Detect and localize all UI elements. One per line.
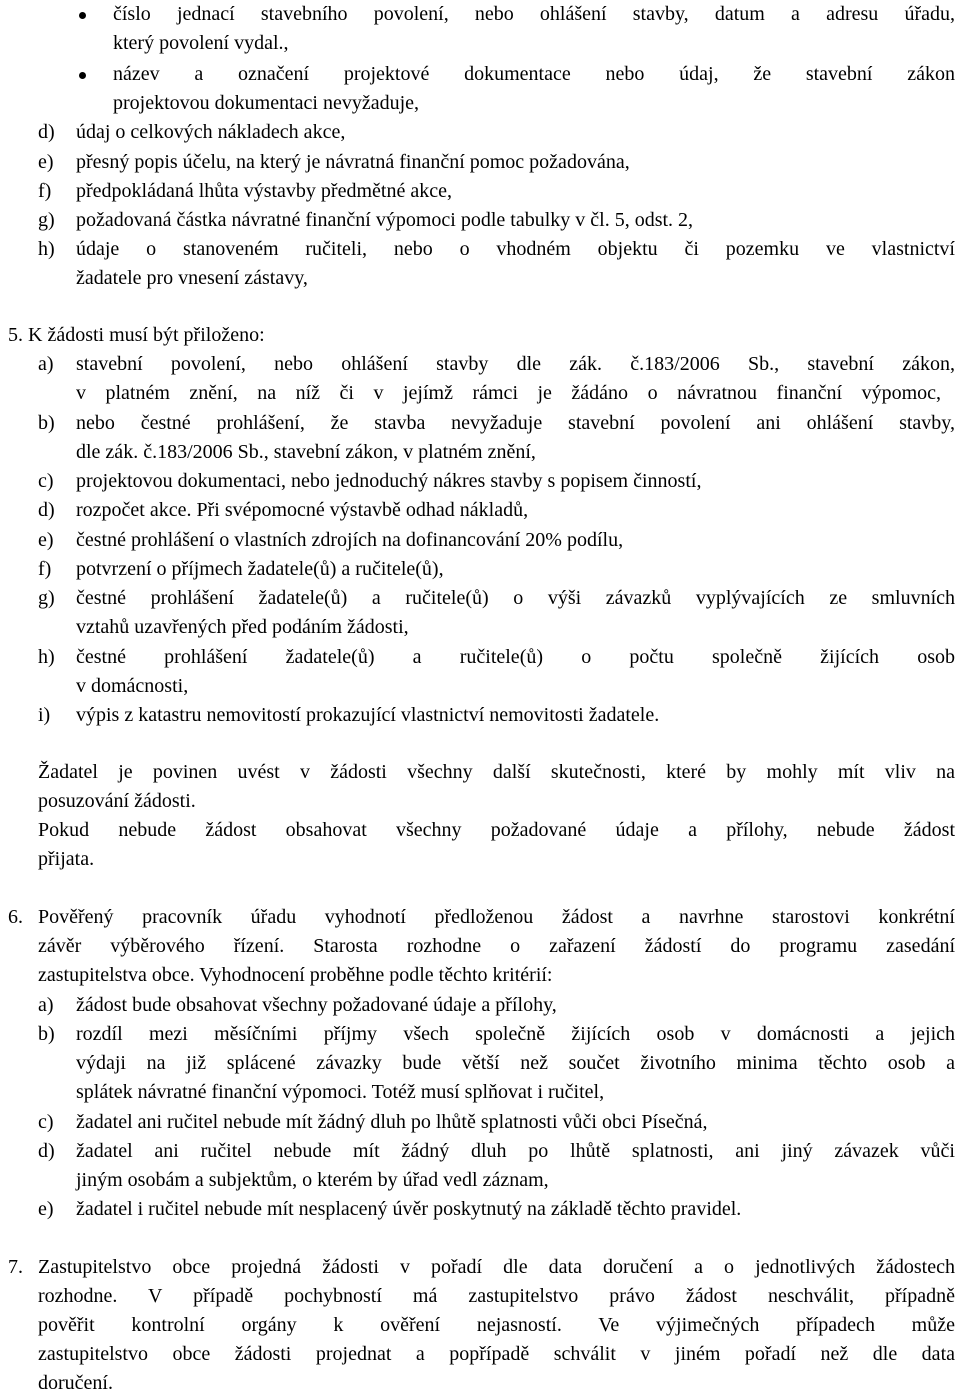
paragraph-line: Pokud nebude žádost obsahovat všechny požadované údaje a přílohy, nebude žádost bbox=[38, 819, 955, 841]
section-6-line: Pověřený pracovník úřadu vyhodnotí předloženou žádost a navrhne starostovi konkrétní bbox=[38, 906, 955, 928]
item-label: e) bbox=[38, 1198, 54, 1220]
section-5-heading: 5. K žádosti musí být přiloženo: bbox=[8, 324, 265, 346]
item-text: rozdíl mezi měsíčními příjmy všech společně žijících osob v domácnosti a jejich bbox=[76, 1023, 955, 1045]
item-text: předpokládaná lhůta výstavby předmětné akce, bbox=[76, 180, 452, 202]
item-text: žadatel ani ručitel nebude mít žádný dluh po lhůtě splatnosti, ani jiný závazek vůči bbox=[76, 1140, 955, 1162]
item-text: výdaji na již splácené závazky bude větší než součet životního minima těchto osob a bbox=[76, 1052, 955, 1074]
item-label: i) bbox=[38, 704, 51, 726]
item-text: rozpočet akce. Při svépomocné výstavbě odhad nákladů, bbox=[76, 499, 529, 521]
bullet-2-line-2: projektovou dokumentaci nevyžaduje, bbox=[113, 92, 420, 114]
item-text: žádost bude obsahovat všechny požadované údaje a přílohy, bbox=[76, 994, 557, 1016]
item-text: čestné prohlášení žadatele(ů) a ručitele(ů) o počtu společně žijících osob bbox=[76, 646, 955, 668]
item-text: jiným osobám a subjektům, o kterém by úřad vedl záznam, bbox=[76, 1169, 549, 1191]
item-label: c) bbox=[38, 470, 54, 492]
item-text: žadatel i ručitel nebude mít nesplacený úvěr poskytnutý na základě těchto pravidel. bbox=[76, 1198, 742, 1220]
section-7-line: zastupitelstvo obce žádosti projednat a popřípadě schválit v jiném pořadí než dle data bbox=[38, 1343, 955, 1365]
item-text: přesný popis účelu, na který je návratná finanční pomoc požadována, bbox=[76, 151, 630, 173]
item-text: v domácnosti, bbox=[76, 675, 189, 697]
item-label: h) bbox=[38, 646, 55, 668]
section-6-line: závěr výběrového řízení. Starosta rozhodne o zařazení žádostí do programu zasedání bbox=[38, 935, 955, 957]
item-text: vztahů uzavřených před podáním žádosti, bbox=[76, 616, 409, 638]
item-text: splátek návratné finanční výpomoci. Totéž musí splňovat i ručitel, bbox=[76, 1081, 605, 1103]
item-label: d) bbox=[38, 121, 55, 143]
paragraph-line: Žadatel je povinen uvést v žádosti všechny další skutečnosti, které by mohly mít vliv na bbox=[38, 761, 955, 783]
bullet-2-line-1: název a označení projektové dokumentace nebo údaj, že stavební zákon bbox=[113, 63, 955, 85]
item-text: čestné prohlášení o vlastních zdrojích na dofinancování 20% podílu, bbox=[76, 529, 624, 551]
section-6-line: zastupitelstva obce. Vyhodnocení proběhne podle těchto kritérií: bbox=[38, 964, 553, 986]
bullet-1-line-2: který povolení vydal., bbox=[113, 32, 289, 54]
section-number: 7. bbox=[8, 1256, 23, 1278]
paragraph-line: přijata. bbox=[38, 848, 95, 870]
item-label: g) bbox=[38, 209, 55, 231]
item-text: nebo čestné prohlášení, že stavba nevyžaduje stavební povolení ani ohlášení stavby, bbox=[76, 412, 955, 434]
item-text: dle zák. č.183/2006 Sb., stavební zákon, v platném znění, bbox=[76, 441, 536, 463]
item-label: c) bbox=[38, 1111, 54, 1133]
bullet-dot bbox=[79, 72, 86, 79]
item-text: v platném znění, na níž či v jejímž rámci je žádáno o návratnou finanční výpomoc, bbox=[76, 382, 941, 404]
item-text: údaje o stanoveném ručiteli, nebo o vhodném objektu či pozemku ve vlastnictví bbox=[76, 238, 955, 260]
item-text: žadatele pro vnesení zástavy, bbox=[76, 267, 308, 289]
item-label: d) bbox=[38, 1140, 55, 1162]
item-label: h) bbox=[38, 238, 55, 260]
section-7-line: doručení. bbox=[38, 1372, 113, 1394]
section-number: 6. bbox=[8, 906, 23, 928]
section-7-line: Zastupitelstvo obce projedná žádosti v pořadí dle data doručení a o jednotlivých žádostech bbox=[38, 1256, 955, 1278]
item-label: b) bbox=[38, 412, 55, 434]
bullet-1-line-1: číslo jednací stavebního povolení, nebo ohlášení stavby, datum a adresu úřadu, bbox=[113, 3, 955, 25]
section-7-line: pověřit kontrolní orgány k ověření nejasností. Ve výjimečných případech může bbox=[38, 1314, 955, 1336]
item-label: f) bbox=[38, 558, 52, 580]
item-label: e) bbox=[38, 529, 54, 551]
item-text: projektovou dokumentaci, nebo jednoduchý nákres stavby s popisem činností, bbox=[76, 470, 702, 492]
bullet-dot bbox=[79, 12, 86, 19]
item-label: g) bbox=[38, 587, 55, 609]
item-label: a) bbox=[38, 994, 54, 1016]
item-text: požadovaná částka návratné finanční výpomoci podle tabulky v čl. 5, odst. 2, bbox=[76, 209, 694, 231]
item-text: čestné prohlášení žadatele(ů) a ručitele(ů) o výši závazků vyplývajících ze smluvních bbox=[76, 587, 955, 609]
item-label: b) bbox=[38, 1023, 55, 1045]
item-text: potvrzení o příjmech žadatele(ů) a ručitele(ů), bbox=[76, 558, 444, 580]
item-text: výpis z katastru nemovitostí prokazující vlastnictví nemovitosti žadatele. bbox=[76, 704, 660, 726]
item-text: údaj o celkových nákladech akce, bbox=[76, 121, 346, 143]
item-label: a) bbox=[38, 353, 54, 375]
paragraph-line: posuzování žádosti. bbox=[38, 790, 196, 812]
item-label: e) bbox=[38, 151, 54, 173]
item-label: d) bbox=[38, 499, 55, 521]
item-text: stavební povolení, nebo ohlášení stavby dle zák. č.183/2006 Sb., stavební zákon, bbox=[76, 353, 955, 375]
section-7-line: rozhodne. V případě pochybností má zastupitelstvo právo žádost neschválit, případně bbox=[38, 1285, 955, 1307]
item-text: žadatel ani ručitel nebude mít žádný dluh po lhůtě splatnosti vůči obci Písečná, bbox=[76, 1111, 708, 1133]
item-label: f) bbox=[38, 180, 52, 202]
